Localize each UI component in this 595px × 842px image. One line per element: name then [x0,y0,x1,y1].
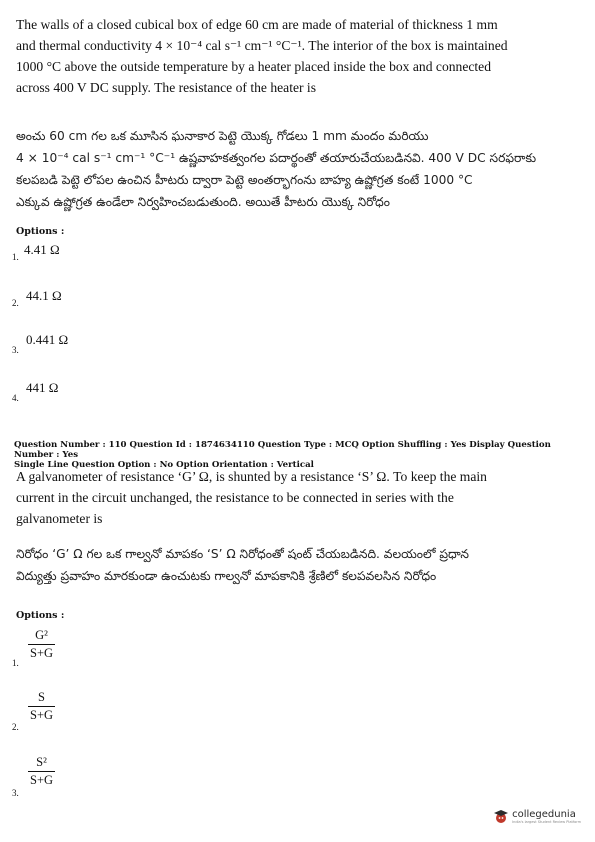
q1-telugu-line: 4 × 10⁻⁴ cal s⁻¹ cm⁻¹ °C⁻¹ ఉష్ణవాహకత్వంగల పదార్థంతో తయారుచేయబడినవి. 400 V DC సరఫరాకు [16,151,537,165]
fraction-denominator: S+G [30,646,54,660]
graduate-cap-icon [493,808,509,824]
q1-option-number: 4. [12,393,19,403]
fraction-denominator: S+G [30,708,54,722]
q1-english-line: across 400 V DC supply. The resistance of the heater is [16,80,317,95]
q2-meta-line: Single Line Question Option : No Option Orientation : Vertical [14,460,314,470]
q2-meta-line: Question Number : 110 Question Id : 1874634110 Question Type : MCQ Option Shuffling : Yes Display Question Number : Yes [14,440,551,460]
q1-english-text [16,14,571,98]
q2-option-number: 1. [12,658,19,668]
fraction-denominator: S+G [30,773,54,787]
logo-wordmark [512,809,581,824]
logo-tagline: India's largest Student Review Platform [512,819,581,824]
q1-english-line: The walls of a closed cubical box of edge 60 cm are made of material of thickness 1 mm [16,17,498,32]
q2-english-text [16,466,571,529]
q2-option-3[interactable] [28,755,55,788]
q1-telugu-text [16,125,571,213]
q2-english-line: current in the circuit unchanged, the resistance to be connected in series with the [16,490,454,505]
q1-option-number: 3. [12,345,19,355]
q2-options-label: Options : [16,610,65,621]
q1-telugu-line: ఎక్కువ ఉష్ణోగ్రత ఉండేలా నిర్వహించబడుతుంది. అయితే హీటరు యొక్క నిరోధం [16,195,390,209]
collegedunia-logo [493,808,581,824]
q2-option-number: 3. [12,788,19,798]
q1-options-label: Options : [16,226,65,237]
q1-telugu-line: అంచు 60 cm గల ఒక మూసిన ఘనాకార పెట్టె యొక్క గోడలు 1 mm మందం మరియు [16,129,429,143]
q2-english-line: galvanometer is [16,511,103,526]
fraction-numerator: G² [35,628,48,642]
q2-telugu-line: నిరోధం ‘G’ Ω గల ఒక గాల్వనో మాపకం ‘S’ Ω నిరోధంతో షంట్ చేయబడినది. వలయంలో ప్రధాన [16,547,469,561]
fraction-numerator: S [38,690,45,704]
q1-english-line: 1000 °C above the outside temperature by a heater placed inside the box and connected [16,59,492,74]
q2-option-1[interactable] [28,628,55,661]
q1-option-number: 2. [12,298,19,308]
q1-english-line: and thermal conductivity 4 × 10⁻⁴ cal s⁻¹ cm⁻¹ °C⁻¹. The interior of the box is maintained [16,38,508,53]
q1-option-1[interactable]: 4.41 Ω [24,242,60,257]
q2-english-line: A galvanometer of resistance ‘G’ Ω, is shunted by a resistance ‘S’ Ω. To keep the main [16,469,487,484]
q2-telugu-line: విద్యుత్తు ప్రవాహం మారకుండా ఉంచుటకు గాల్వనో మాపకానికి శ్రేణిలో కలపవలసిన నిరోధం [16,569,437,583]
q1-option-number: 1. [12,252,19,262]
q1-option-2[interactable]: 44.1 Ω [26,288,62,303]
fraction-numerator: S² [36,755,47,769]
q2-telugu-text [16,543,571,587]
logo-name: collegedunia [512,808,576,820]
q1-option-3[interactable]: 0.441 Ω [26,332,69,347]
q1-option-4[interactable]: 441 Ω [26,380,59,395]
q1-telugu-line: కలపబడి పెట్టె లోపల ఉంచిన హీటరు ద్వారా పెట్టె అంతర్భాగంను బాహ్య ఉష్ణోగ్రత కంటే 1000 °C [16,173,473,187]
q2-option-2[interactable] [28,690,55,723]
q2-option-number: 2. [12,722,19,732]
